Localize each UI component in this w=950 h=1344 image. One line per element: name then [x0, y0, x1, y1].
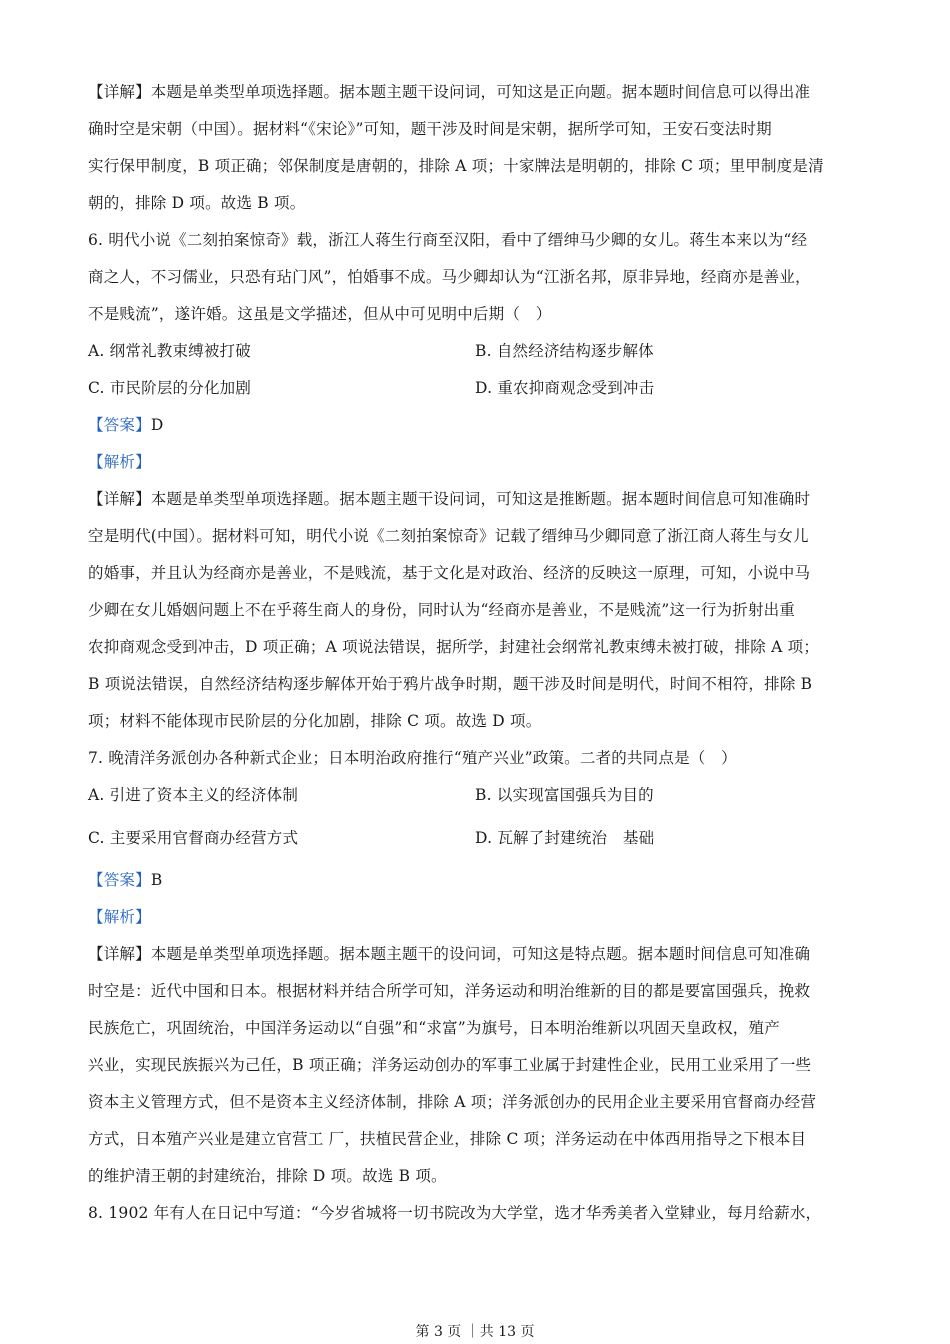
q6-analysis-heading — [88, 444, 862, 481]
q7-answer — [88, 862, 862, 899]
q7-analysis-heading — [88, 899, 862, 936]
q6-stem-line: 不是贱流”，遂许婚。这虽是文学描述，但从中可见明中后期（ ） — [88, 305, 552, 323]
q7-detail-line: 【详解】本题是单类型单项选择题。据本题主题干的设问词，可知这是特点题。据本题时间信息可知准确 — [88, 945, 811, 963]
q6-detail-line: 空是明代(中国）。据材料可知，明代小说《二刻拍案惊奇》记载了缙绅马少卿同意了浙江商人蒋生与女儿 — [88, 527, 809, 545]
q6-options-row — [88, 370, 862, 407]
q5-detail-line: 朝的，排除 D 项。故选 B 项。 — [88, 194, 306, 212]
answer-value: B — [150, 871, 163, 889]
q6-detail-line: B 项说法错误，自然经济结构逐步解体开始于鸦片战争时期，题干涉及时间是明代，时间不相符，排除 B — [88, 675, 813, 693]
q7-option-d: D. 瓦解了封建统治 基础 — [475, 829, 655, 847]
q6-stem-line: 6. 明代小说《二刻拍案惊奇》载，浙江人蒋生行商至汉阳，看中了缙绅马少卿的女儿。蒋生本来以为“经 — [88, 231, 808, 249]
q7-detail-line: 资本主义管理方式，但不是资本主义经济体制，排除 A 项；洋务派创办的民用企业主要采用官督商办经营 — [88, 1093, 817, 1111]
q6-detail-line: 少卿在女儿婚姻问题上不在乎蒋生商人的身份，同时认为“经商亦是善业，不是贱流”这一行为折射出重 — [88, 601, 796, 619]
q7-option-a: A. 引进了资本主义的经济体制 — [88, 786, 299, 804]
q7-option-c: C. 主要采用官督商办经营方式 — [88, 829, 299, 847]
q5-detail-line: 实行保甲制度，B 项正确；邻保制度是唐朝的，排除 A 项；十家牌法是明朝的，排除 C 项；里甲制度是清 — [88, 157, 824, 175]
q6-option-a: A. 纲常礼教束缚被打破 — [88, 342, 251, 360]
answer-value: D — [150, 416, 164, 434]
answer-tag: 【答案】 — [88, 871, 151, 889]
q6-option-c: C. 市民阶层的分化加剧 — [88, 379, 252, 397]
analysis-tag: 【解析】 — [88, 453, 151, 471]
q7-detail-line: 时空是：近代中国和日本。根据材料并结合所学可知，洋务运动和明治维新的目的都是要富国强兵，挽救 — [88, 982, 811, 1000]
q7-detail-line: 兴业，实现民族振兴为己任，B 项正确；洋务运动创办的军事工业属于封建性企业，民用工业采用了一些 — [88, 1056, 812, 1074]
q6-answer — [88, 407, 862, 444]
q6-option-d: D. 重农抑商观念受到冲击 — [475, 379, 655, 397]
q8-stem-line: 8. 1902 年有人在日记中写道：“今岁省城将一切书院改为大学堂，选才华秀美者入堂肄业，每月给薪水， — [88, 1204, 822, 1222]
q6-options-row — [88, 333, 862, 370]
q5-detail-line: 【详解】本题是单类型单项选择题。据本题主题干设问词，可知这是正向题。据本题时间信息可以得出准 — [88, 83, 811, 101]
q7-options-row — [88, 777, 862, 814]
q7-detail-line: 民族危亡，巩固统治，中国洋务运动以“自强”和“求富”为旗号，日本明治维新以巩固天皇政权，殖产 — [88, 1019, 780, 1037]
q7-option-b: B. 以实现富国强兵为目的 — [475, 786, 654, 804]
q6-detail-line: 项；材料不能体现市民阶层的分化加剧，排除 C 项。故选 D 项。 — [88, 712, 542, 730]
q7-options-row — [88, 814, 862, 862]
q6-option-b: B. 自然经济结构逐步解体 — [475, 342, 654, 360]
q7-detail-line: 的维护清王朝的封建统治，排除 D 项。故选 B 项。 — [88, 1167, 447, 1185]
answer-tag: 【答案】 — [88, 416, 151, 434]
document-page — [88, 74, 862, 1232]
q6-detail-line: 农抑商观念受到冲击，D 项正确；A 项说法错误，据所学，封建社会纲常礼教束缚未被打破，排除 A 项； — [88, 638, 820, 656]
analysis-tag: 【解析】 — [88, 908, 151, 926]
q6-detail-line: 【详解】本题是单类型单项选择题。据本题主题干设问词，可知这是推断题。据本题时间信息可知准确时 — [88, 490, 811, 508]
q7-stem-line: 7. 晚清洋务派创办各种新式企业；日本明治政府推行“殖产兴业”政策。二者的共同点是（ ） — [88, 749, 737, 767]
q6-stem-line: 商之人，不习儒业，只恐有玷门风”，怕婚事不成。马少卿却认为“江浙名邦，原非异地，经商亦是善业， — [88, 268, 811, 286]
page-footer: 第 3 页 ｜共 13 页 — [415, 1324, 535, 1340]
q6-detail-line: 的婚事，并且认为经商亦是善业，不是贱流，基于文化是对政治、经济的反映这一原理，可知，小说中马 — [88, 564, 811, 582]
q7-detail-line: 方式，日本殖产兴业是建立官营工 厂，扶植民营企业，排除 C 项；洋务运动在中体西用指导之下根本目 — [88, 1130, 807, 1148]
q5-detail-line: 确时空是宋朝（中国）。据材料“《宋论》”可知，题干涉及时间是宋朝，据所学可知，王安石变法时期 — [88, 120, 772, 138]
